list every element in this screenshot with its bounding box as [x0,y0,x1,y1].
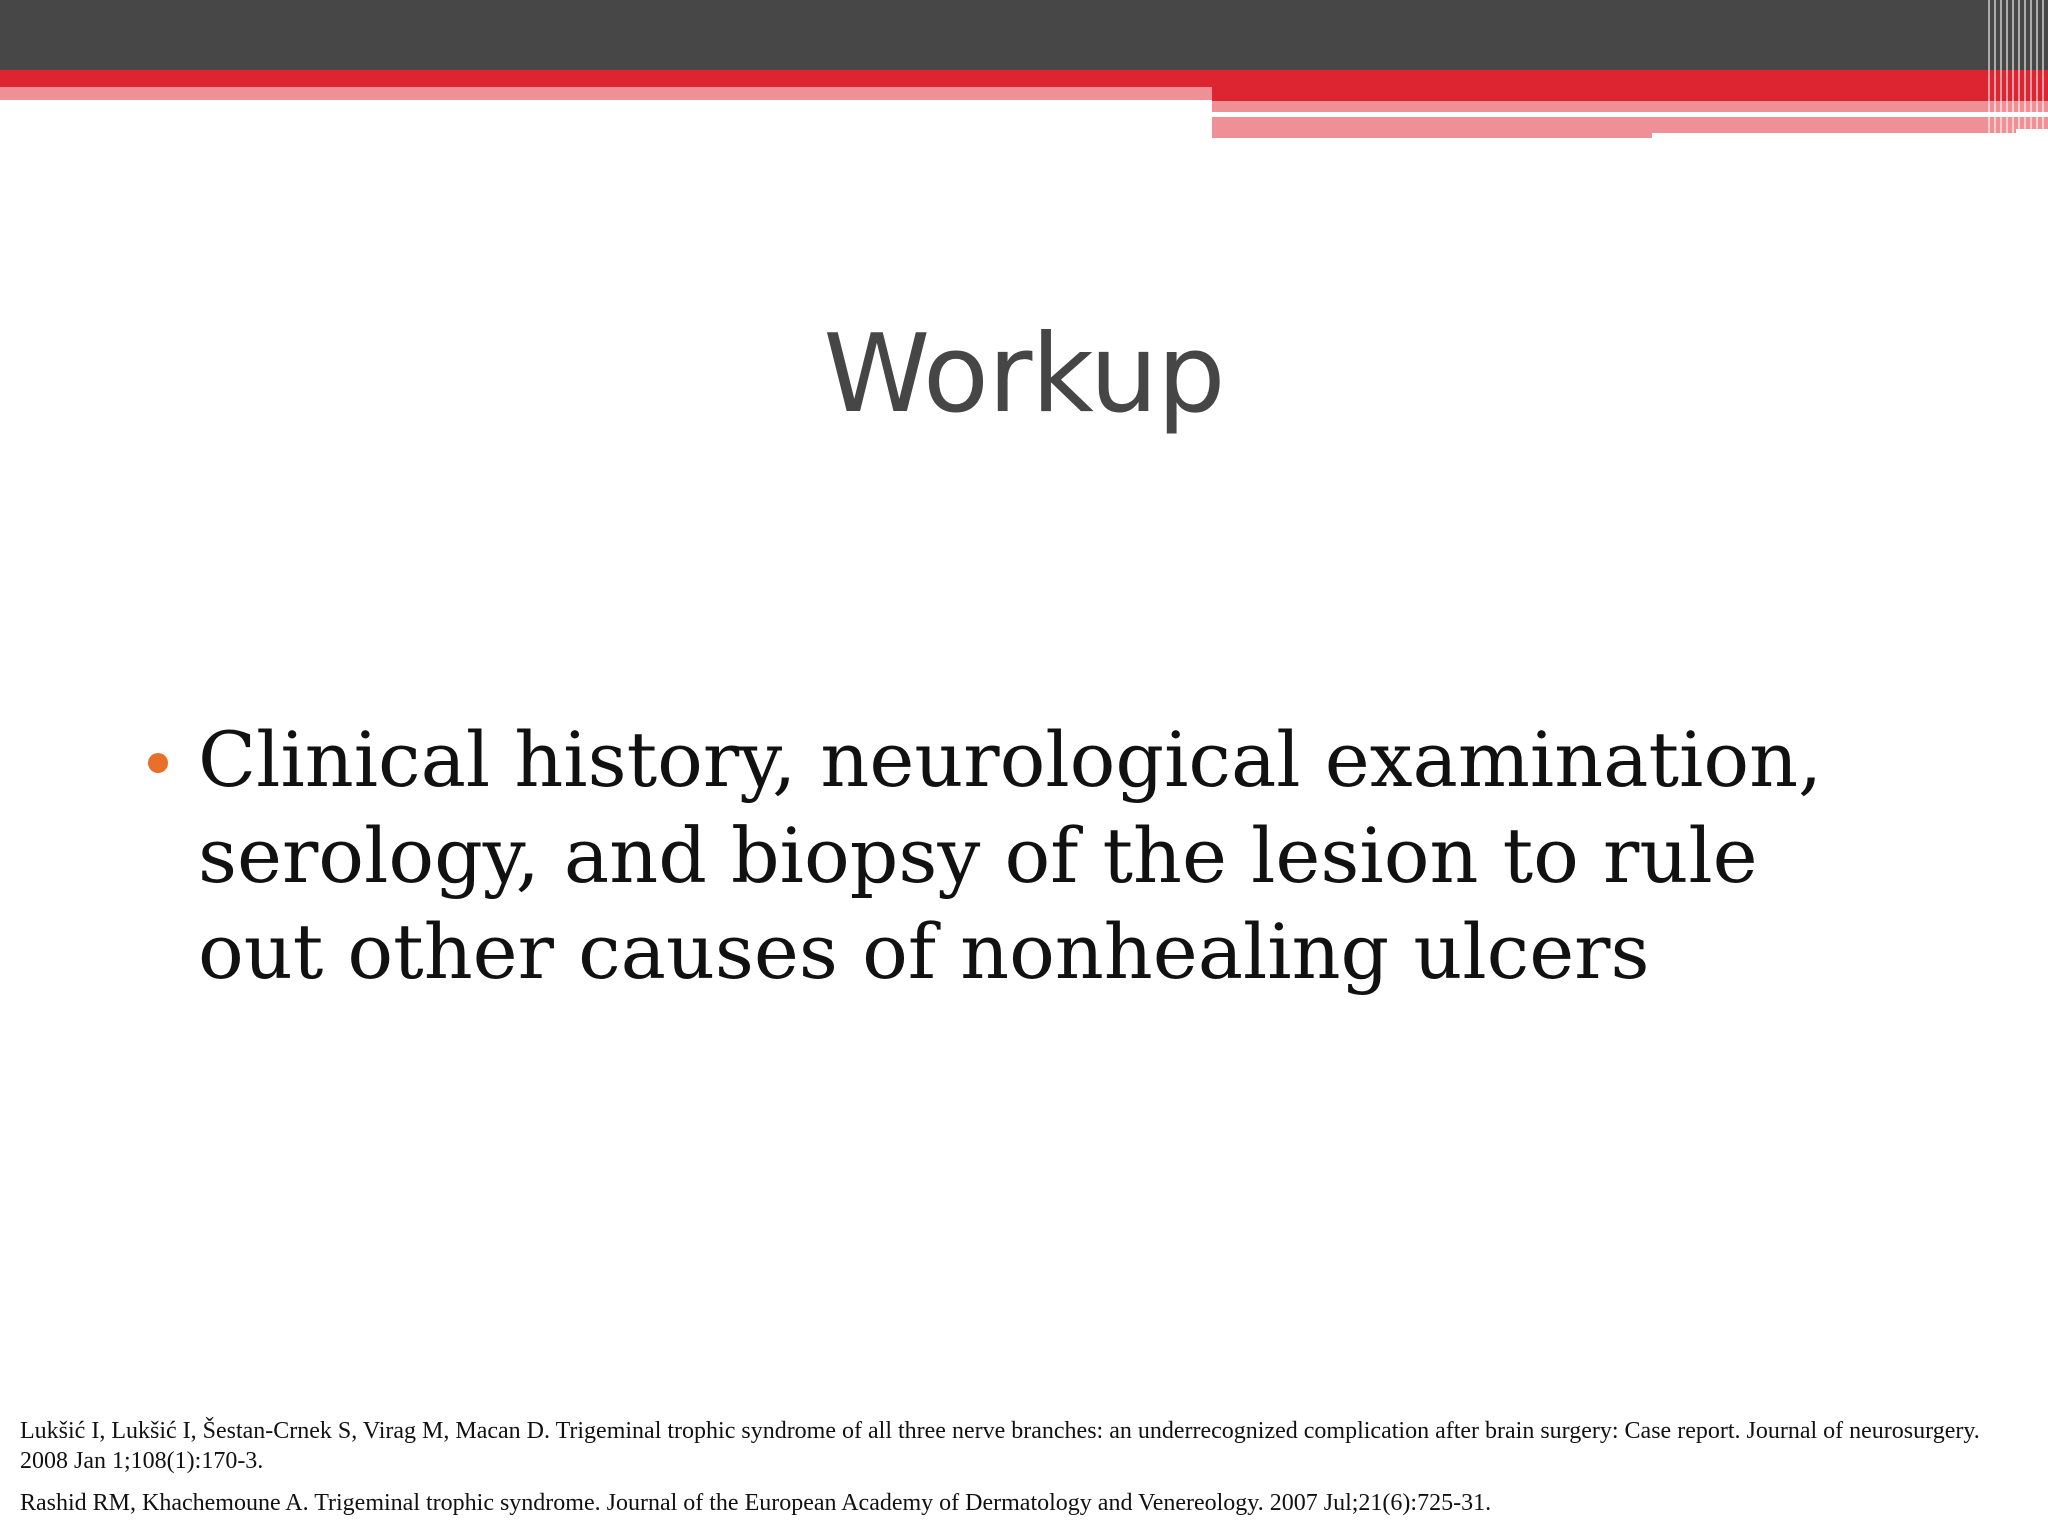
bullet-text: Clinical history, neurological examination, serology, and biopsy of the lesion to rule out other causes of nonhealing ulcers [198,715,1823,996]
header-pink-band-right-upper [1212,101,2048,112]
header-vertical-stripes [1988,0,2048,138]
header-pink-band-right-lower [1212,117,2048,129]
references [20,1416,2030,1530]
bullet-list [136,712,1836,1000]
header-pink-band-left [0,87,1212,100]
header-dark-band [0,0,2048,70]
header-pink-tail [1652,129,2016,133]
slide-title: Workup [823,312,1225,437]
bullet-dot-icon [148,753,168,773]
bullet-item [136,712,1836,1000]
header-red-band [0,70,2048,87]
reference-2: Rashid RM, Khachemoune A. Trigeminal trophic syndrome. Journal of the European Academy of Dermatology and Venereology. 2007 Jul;21(6):725-31. [20,1490,1492,1516]
header-pink-step [1212,129,1652,138]
reference-1: Lukšić I, Lukšić I, Šestan-Crnek S, Virag M, Macan D. Trigeminal trophic syndrome of all three nerve branches: an underrecognized complication after brain surgery: Case report. Journal of neurosurgery. 2008 Jan 1;108(1):170-3. [20,1418,1980,1474]
header-red-band-right [1212,87,2048,101]
